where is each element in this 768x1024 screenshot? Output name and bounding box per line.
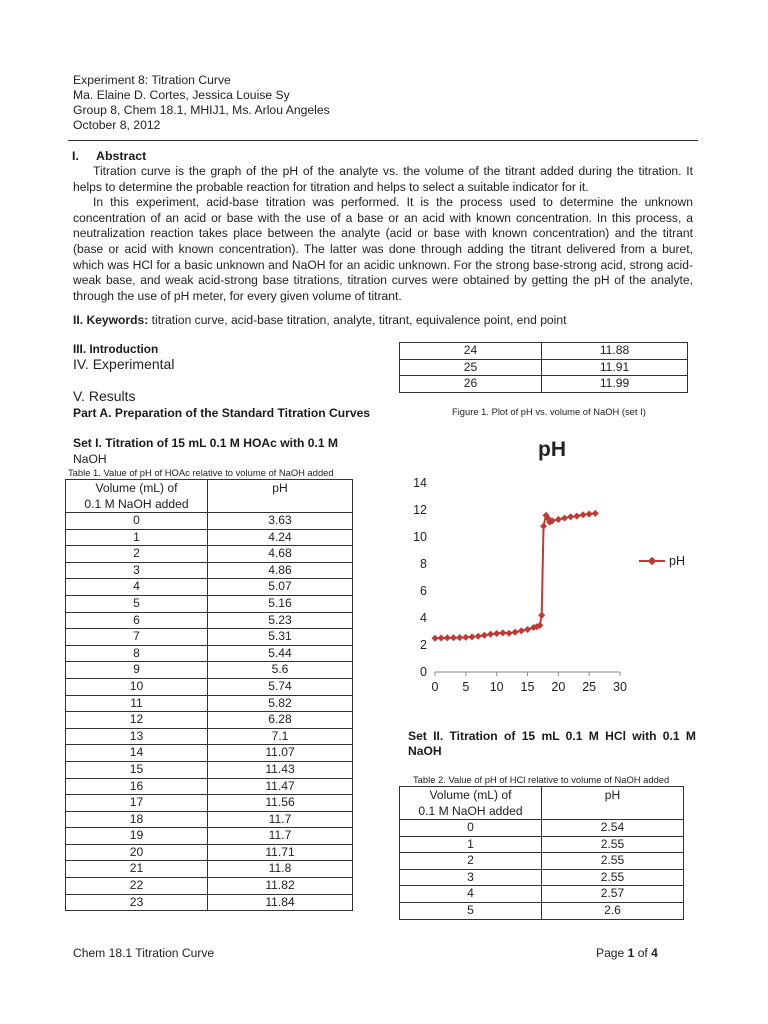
- table2-row: [400, 853, 684, 870]
- table1-row: [66, 844, 353, 861]
- table1-row: [66, 795, 353, 812]
- legend-marker: [648, 557, 656, 565]
- set1-heading-continued: NaOH: [73, 452, 107, 466]
- table1-row: [66, 811, 353, 828]
- introduction-heading: III. Introduction: [73, 342, 159, 356]
- table1-row: [66, 678, 353, 695]
- table1-ph-cell: 3.63: [208, 513, 353, 530]
- data-point: [592, 510, 599, 517]
- table1-continued-row: [400, 376, 688, 393]
- table1-row: [66, 778, 353, 795]
- y-tick-label: 8: [420, 557, 427, 571]
- table1-ph-cell: 5.6: [208, 662, 353, 679]
- table1-volume-cell: 3: [66, 562, 208, 579]
- table1-ph-cell: 5.07: [208, 579, 353, 596]
- data-point: [444, 634, 451, 641]
- table1-row: [66, 728, 353, 745]
- table1-volume-cell: 1: [66, 529, 208, 546]
- table1-row: [66, 579, 353, 596]
- table1-continued-row: [400, 343, 688, 360]
- table1-row: [66, 513, 353, 530]
- table1-volume-cell: 13: [66, 728, 208, 745]
- table1-ph-cell: 5.16: [208, 595, 353, 612]
- abstract-paragraph-1: Titration curve is the graph of the pH of the analyte vs. the volume of the titrant added during the titration. It helps to determine the probable reaction for titration and helps to select a suitable indicator for it.: [73, 164, 693, 194]
- table2-row: [400, 820, 684, 837]
- table1-header-row: [66, 480, 353, 513]
- x-tick-label: 10: [489, 680, 504, 694]
- table1-ph-cell: 11.43: [208, 761, 353, 778]
- table1-ph-cell: 11.8: [208, 861, 353, 878]
- table2-volume-cell: 1: [400, 836, 542, 853]
- table2-row: [400, 902, 684, 919]
- table1-volume-cell: 21: [66, 861, 208, 878]
- data-point: [450, 634, 457, 641]
- table1-ph-cell: 11.7: [208, 828, 353, 845]
- table1-volume-cell: 15: [66, 761, 208, 778]
- table1-ph-cell: 11.7: [208, 811, 353, 828]
- table1-volume-cell: 16: [66, 778, 208, 795]
- data-point: [573, 513, 580, 520]
- keywords-text: titration curve, acid-base titration, analyte, titrant, equivalence point, end point: [148, 313, 567, 327]
- table1-volume-cell: 23: [66, 894, 208, 911]
- x-tick-label: 5: [462, 680, 470, 694]
- table1-continued-ph-cell: 11.88: [542, 343, 688, 360]
- x-tick-label: 20: [551, 680, 566, 694]
- table1-row: [66, 861, 353, 878]
- data-point: [518, 627, 525, 634]
- abstract-body: [73, 164, 693, 304]
- series-line-ph: [435, 513, 595, 638]
- y-tick-label: 4: [420, 611, 427, 625]
- table2-volume-cell: 5: [400, 902, 542, 919]
- set1-heading: Set I. Titration of 15 mL 0.1 M HOAc with 0.1 M: [73, 436, 338, 450]
- y-tick-label: 10: [413, 530, 427, 544]
- table1-continued-volume-cell: 26: [400, 376, 542, 393]
- y-tick-label: 0: [420, 665, 427, 679]
- results-heading: V. Results: [73, 388, 136, 404]
- table2-col-volume-line2: 0.1 M NaOH added: [418, 804, 523, 818]
- abstract-heading: Abstract: [96, 149, 147, 163]
- abstract-number: I.: [72, 149, 79, 163]
- data-point: [538, 612, 545, 619]
- data-point: [555, 516, 562, 523]
- chart-legend: [639, 554, 685, 568]
- table2-volume-cell: 3: [400, 869, 542, 886]
- table1-row: [66, 529, 353, 546]
- figure1-caption: Figure 1. Plot of pH vs. volume of NaOH (set I): [452, 406, 646, 417]
- table2-col-ph: pH: [542, 787, 684, 820]
- data-point: [462, 634, 469, 641]
- table1-ph-cell: 5.23: [208, 612, 353, 629]
- table2: [399, 786, 684, 920]
- ph-chart: [399, 425, 699, 710]
- table1-volume-cell: 9: [66, 662, 208, 679]
- table1-volume-cell: 8: [66, 645, 208, 662]
- x-tick-label: 25: [582, 680, 597, 694]
- chart-series: [431, 510, 598, 642]
- data-point: [579, 511, 586, 518]
- table2-ph-cell: 2.55: [542, 869, 684, 886]
- table1-volume-cell: 0: [66, 513, 208, 530]
- table1-ph-cell: 4.86: [208, 562, 353, 579]
- table1-ph-cell: 4.24: [208, 529, 353, 546]
- page-of: of: [634, 946, 652, 960]
- table1-row: [66, 662, 353, 679]
- table1-continued-volume-cell: 25: [400, 359, 542, 376]
- table2-col-volume: [400, 787, 542, 820]
- table1-volume-cell: 20: [66, 844, 208, 861]
- table1-row: [66, 878, 353, 895]
- table2-volume-cell: 2: [400, 853, 542, 870]
- table1-continued-row: [400, 359, 688, 376]
- table1-row: [66, 695, 353, 712]
- table1-row: [66, 645, 353, 662]
- table2-volume-cell: 0: [400, 820, 542, 837]
- table1-volume-cell: 2: [66, 546, 208, 563]
- table1-ph-cell: 11.84: [208, 894, 353, 911]
- table1-col-ph: pH: [208, 480, 353, 513]
- data-point: [512, 629, 519, 636]
- table1-row: [66, 629, 353, 646]
- data-point: [438, 634, 445, 641]
- experiment-title: Experiment 8: Titration Curve: [73, 73, 231, 87]
- table2-ph-cell: 2.54: [542, 820, 684, 837]
- table1-ph-cell: 11.07: [208, 745, 353, 762]
- page-total: 4: [651, 946, 658, 960]
- table1-volume-cell: 22: [66, 878, 208, 895]
- table1-ph-cell: 5.74: [208, 678, 353, 695]
- table1-ph-cell: 5.82: [208, 695, 353, 712]
- data-point: [493, 630, 500, 637]
- table1-volume-cell: 11: [66, 695, 208, 712]
- table1-ph-cell: 4.68: [208, 546, 353, 563]
- table2-ph-cell: 2.57: [542, 886, 684, 903]
- table2-row: [400, 869, 684, 886]
- data-point: [481, 632, 488, 639]
- table1-caption: Table 1. Value of pH of HOAc relative to volume of NaOH added: [68, 467, 334, 478]
- table1-row: [66, 612, 353, 629]
- data-point: [567, 513, 574, 520]
- table1-continued-ph-cell: 11.91: [542, 359, 688, 376]
- doc-header: [73, 73, 330, 133]
- table1-row: [66, 745, 353, 762]
- table1-volume-cell: 17: [66, 795, 208, 812]
- table1-row: [66, 595, 353, 612]
- table1-row: [66, 828, 353, 845]
- page-word: Page: [596, 946, 628, 960]
- x-tick-label: 0: [431, 680, 439, 694]
- table1-volume-cell: 14: [66, 745, 208, 762]
- table1-volume-cell: 4: [66, 579, 208, 596]
- table1-row: [66, 546, 353, 563]
- table2-row: [400, 836, 684, 853]
- table1-volume-cell: 10: [66, 678, 208, 695]
- table1-row: [66, 712, 353, 729]
- table2-ph-cell: 2.6: [542, 902, 684, 919]
- table1-volume-cell: 18: [66, 811, 208, 828]
- table1-ph-cell: 5.44: [208, 645, 353, 662]
- legend-label: pH: [669, 554, 685, 568]
- table2-row: [400, 886, 684, 903]
- table1-ph-cell: 7.1: [208, 728, 353, 745]
- table1-row: [66, 562, 353, 579]
- set2-heading: Set II. Titration of 15 mL 0.1 M HCl with 0.1 M NaOH: [408, 729, 696, 758]
- table1-ph-cell: 11.56: [208, 795, 353, 812]
- data-point: [499, 629, 506, 636]
- data-point: [475, 633, 482, 640]
- group-info: Group 8, Chem 18.1, MHIJ1, Ms. Arlou Angeles: [73, 103, 330, 117]
- table1: [65, 479, 353, 911]
- chart-axes: [413, 476, 627, 694]
- y-tick-label: 2: [420, 638, 427, 652]
- y-tick-label: 14: [413, 476, 427, 490]
- data-point: [561, 515, 568, 522]
- table1-volume-cell: 19: [66, 828, 208, 845]
- keywords-line: [73, 313, 566, 327]
- experimental-heading: IV. Experimental: [73, 356, 175, 372]
- table2-ph-cell: 2.55: [542, 836, 684, 853]
- table1-volume-cell: 5: [66, 595, 208, 612]
- table1-row: [66, 894, 353, 911]
- table2-ph-cell: 2.55: [542, 853, 684, 870]
- table1-ph-cell: 11.47: [208, 778, 353, 795]
- abstract-paragraph-2: In this experiment, acid-base titration was performed. It is the process used to determine the unknown concentration of an acid or base with the use of a base or an acid with known concentration. In this process, a neutralization reaction takes place between the analyte (acid or base with known concentration) and the titrant (base or acid with known concentration). The latter was done through adding the titrant delivered from a buret, which was HCl for a basic unknown and NaOH for an acidic unknown. For the strong base-strong acid, strong acid-weak base, and weak acid-strong base titrations, titration curves were obtained by getting the pH of the analyte, through the use of pH meter, for every given volume of titrant.: [73, 195, 693, 303]
- data-point: [524, 626, 531, 633]
- footer-title: Chem 18.1 Titration Curve: [73, 946, 215, 960]
- page-current: 1: [627, 946, 635, 960]
- table1-row: [66, 761, 353, 778]
- x-tick-label: 15: [520, 680, 535, 694]
- table2-header-row: [400, 787, 684, 820]
- keywords-label: II. Keywords:: [73, 313, 149, 327]
- data-point: [431, 635, 438, 642]
- part-a-heading: Part A. Preparation of the Standard Titration Curves: [73, 406, 371, 420]
- date: October 8, 2012: [73, 118, 161, 132]
- table1-continued-volume-cell: 24: [400, 343, 542, 360]
- header-rule: [68, 140, 698, 141]
- table1-continued-ph-cell: 11.99: [542, 376, 688, 393]
- table1-volume-cell: 12: [66, 712, 208, 729]
- table2-col-volume-line1: Volume (mL) of: [429, 788, 512, 802]
- y-tick-label: 6: [420, 584, 427, 598]
- authors: Ma. Elaine D. Cortes, Jessica Louise Sy: [73, 88, 290, 102]
- table1-ph-cell: 5.31: [208, 629, 353, 646]
- table1-col-volume-line2: 0.1 M NaOH added: [84, 497, 189, 511]
- data-point: [456, 634, 463, 641]
- table1-col-volume-line1: Volume (mL) of: [95, 481, 178, 495]
- table1-col-volume: [66, 480, 208, 513]
- table1-volume-cell: 6: [66, 612, 208, 629]
- data-point: [487, 631, 494, 638]
- page-number: [596, 946, 658, 960]
- table1-continued: [399, 342, 688, 393]
- table2-caption: Table 2. Value of pH of HCl relative to volume of NaOH added: [413, 774, 670, 785]
- table1-ph-cell: 6.28: [208, 712, 353, 729]
- data-point: [468, 633, 475, 640]
- data-point: [505, 630, 512, 637]
- chart-title: pH: [538, 438, 566, 461]
- x-tick-label: 30: [613, 680, 627, 694]
- table2-volume-cell: 4: [400, 886, 542, 903]
- data-point: [586, 511, 593, 518]
- table1-volume-cell: 7: [66, 629, 208, 646]
- y-tick-label: 12: [413, 503, 427, 517]
- table1-ph-cell: 11.82: [208, 878, 353, 895]
- table1-ph-cell: 11.71: [208, 844, 353, 861]
- data-point: [540, 523, 547, 530]
